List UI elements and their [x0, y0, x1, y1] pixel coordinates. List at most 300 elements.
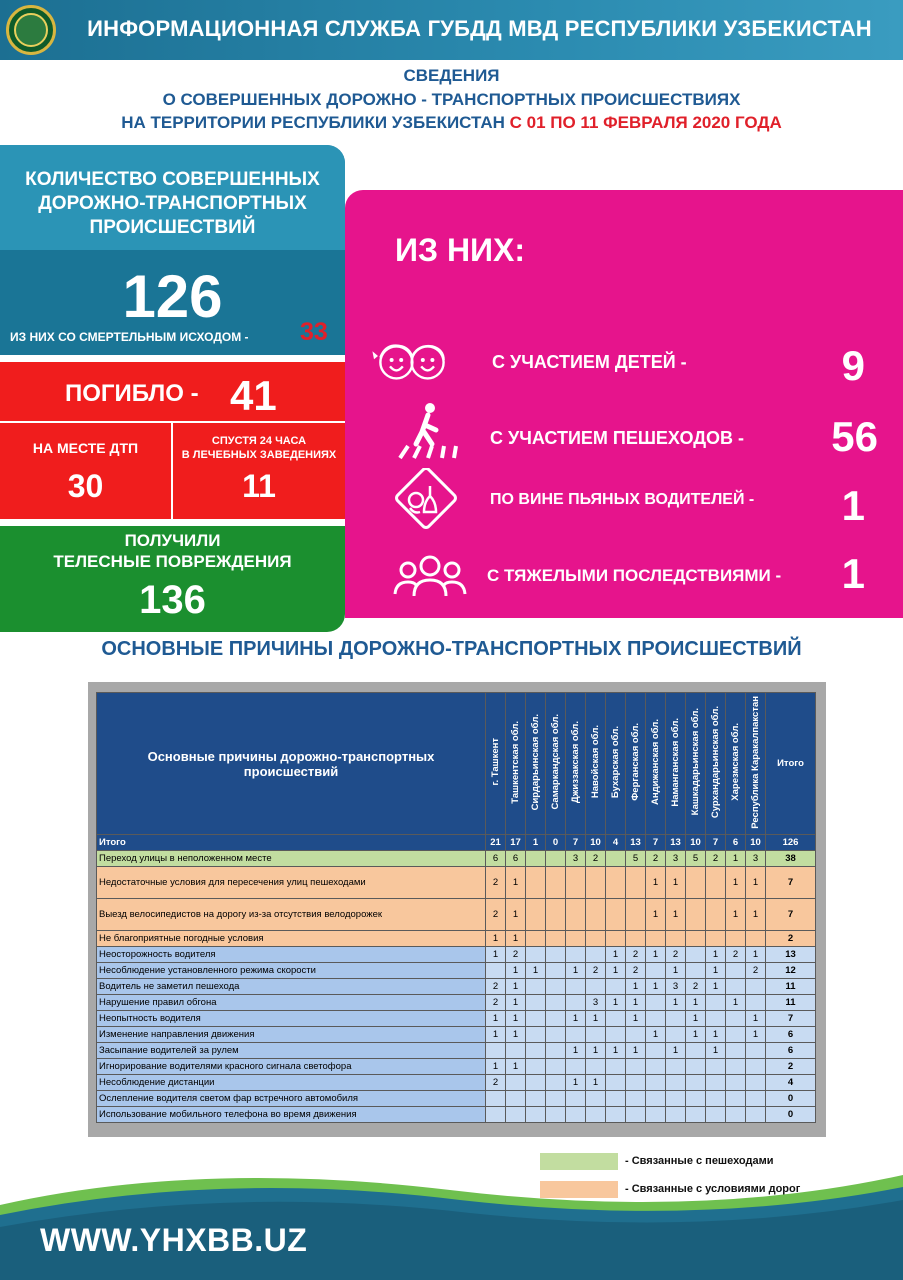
value-cell [726, 1075, 746, 1091]
value-cell [606, 1091, 626, 1107]
value-cell [726, 1043, 746, 1059]
injured-label-line-1: ПОЛУЧИЛИ [124, 531, 221, 550]
value-cell: 3 [666, 979, 686, 995]
value-cell: 2 [486, 867, 506, 899]
pedestrians-label: С УЧАСТИЕМ ПЕШЕХОДОВ - [490, 428, 745, 448]
value-cell: 1 [746, 1027, 766, 1043]
region-header [486, 693, 506, 835]
total-label-line-3: ПРОИСШЕСТВИЙ [89, 217, 256, 238]
value-cell [566, 995, 586, 1011]
totals-cell: 7 [566, 835, 586, 851]
value-cell: 2 [646, 851, 666, 867]
region-header [686, 693, 706, 835]
value-cell [526, 1043, 546, 1059]
value-cell [686, 899, 706, 931]
region-header [586, 693, 606, 835]
value-cell: 1 [486, 1059, 506, 1075]
causes-table [96, 692, 816, 1123]
value-cell: 1 [566, 1075, 586, 1091]
row-total-cell: 11 [766, 995, 816, 1011]
value-cell [566, 931, 586, 947]
value-cell [546, 979, 566, 995]
value-cell [506, 1091, 526, 1107]
children-value: 9 [841, 342, 865, 389]
value-cell [606, 931, 626, 947]
value-cell: 2 [506, 947, 526, 963]
region-header-label: Ташкентская обл. [510, 720, 521, 804]
value-cell [546, 851, 566, 867]
value-cell [546, 947, 566, 963]
value-cell [526, 1075, 546, 1091]
value-cell [526, 1011, 546, 1027]
value-cell [586, 947, 606, 963]
value-cell [566, 947, 586, 963]
value-cell [746, 979, 766, 995]
value-cell [706, 1075, 726, 1091]
value-cell: 1 [606, 947, 626, 963]
injured-label [0, 530, 345, 572]
region-header [646, 693, 666, 835]
on-site-value: 30 [67, 468, 104, 504]
value-cell [646, 963, 666, 979]
value-cell [526, 899, 546, 931]
value-cell: 1 [486, 1011, 506, 1027]
value-cell [526, 979, 546, 995]
value-cell: 1 [706, 979, 726, 995]
subtitle-line-1: СВЕДЕНИЯ [403, 66, 500, 85]
after-label-line-2: В ЛЕЧЕБНЫХ ЗАВЕДЕНИЯХ [181, 449, 337, 461]
injured-label-line-2: ТЕЛЕСНЫЕ ПОВРЕЖДЕНИЯ [53, 552, 292, 571]
injured-value: 136 [139, 578, 206, 622]
value-cell: 1 [666, 899, 686, 931]
table-row [97, 1091, 816, 1107]
value-cell [586, 899, 606, 931]
total-accidents-value: 126 [122, 263, 223, 330]
children-icon [370, 330, 450, 390]
value-cell [706, 1091, 726, 1107]
value-cell [486, 963, 506, 979]
region-header-label: Республика Каракалпакстан [750, 695, 761, 829]
drunk-driver-icon [388, 468, 468, 534]
value-cell: 1 [506, 1011, 526, 1027]
value-cell: 1 [486, 947, 506, 963]
region-header-label: Андижанская обл. [650, 719, 661, 805]
value-cell [506, 1075, 526, 1091]
value-cell: 1 [706, 1043, 726, 1059]
value-cell: 2 [746, 963, 766, 979]
value-cell [606, 1075, 626, 1091]
value-cell [546, 1059, 566, 1075]
value-cell: 1 [506, 995, 526, 1011]
value-cell [646, 1011, 666, 1027]
subtitle-line-2: О СОВЕРШЕННЫХ ДОРОЖНО - ТРАНСПОРТНЫХ ПРОИСШЕСТВИЯХ [162, 90, 741, 109]
table-row [97, 1027, 816, 1043]
value-cell [546, 1011, 566, 1027]
value-cell [626, 1107, 646, 1123]
table-row [97, 1043, 816, 1059]
totals-cell: 4 [606, 835, 626, 851]
table-row [97, 947, 816, 963]
value-cell: 5 [686, 851, 706, 867]
value-cell [646, 931, 666, 947]
table-body [97, 835, 816, 1123]
value-cell [626, 1027, 646, 1043]
value-cell: 1 [646, 979, 666, 995]
value-cell: 1 [506, 899, 526, 931]
totals-cell: 21 [486, 835, 506, 851]
value-cell [546, 1091, 566, 1107]
row-total-cell: 0 [766, 1107, 816, 1123]
value-cell [746, 1075, 766, 1091]
value-cell: 2 [686, 979, 706, 995]
value-cell: 1 [646, 1027, 666, 1043]
value-cell: 1 [626, 1043, 646, 1059]
value-cell: 1 [506, 963, 526, 979]
value-cell [726, 1011, 746, 1027]
value-cell: 2 [486, 995, 506, 1011]
value-cell: 1 [686, 1011, 706, 1027]
row-total-cell: 0 [766, 1091, 816, 1107]
value-cell [706, 1011, 726, 1027]
cause-cell: Несоблюдение установленного режима скорости [97, 963, 486, 979]
value-cell: 1 [746, 947, 766, 963]
row-total-cell: 6 [766, 1043, 816, 1059]
value-cell [626, 1059, 646, 1075]
value-cell [646, 1075, 666, 1091]
value-cell [606, 1107, 626, 1123]
people-group-icon [392, 545, 468, 605]
region-header-label: Кашкадарьинская обл. [690, 708, 701, 816]
table-row [97, 851, 816, 867]
value-cell [506, 1043, 526, 1059]
value-cell: 1 [706, 963, 726, 979]
totals-cell: 13 [626, 835, 646, 851]
value-cell: 3 [586, 995, 606, 1011]
table-row [97, 1011, 816, 1027]
region-header [626, 693, 646, 835]
value-cell: 2 [486, 899, 506, 931]
value-cell [486, 1107, 506, 1123]
value-cell [666, 1107, 686, 1123]
region-header [526, 693, 546, 835]
table-row [97, 979, 816, 995]
value-cell: 1 [566, 1011, 586, 1027]
region-header [746, 693, 766, 835]
value-cell: 1 [506, 867, 526, 899]
cause-cell: Изменение направления движения [97, 1027, 486, 1043]
row-total-cell: 12 [766, 963, 816, 979]
row-total-cell: 38 [766, 851, 816, 867]
value-cell [526, 1091, 546, 1107]
value-cell [586, 1107, 606, 1123]
value-cell [586, 931, 606, 947]
value-cell: 1 [586, 1043, 606, 1059]
value-cell [686, 1091, 706, 1107]
row-total-cell: 6 [766, 1027, 816, 1043]
value-cell [746, 1107, 766, 1123]
pedestrians-value: 56 [831, 413, 878, 460]
value-cell: 1 [666, 867, 686, 899]
value-cell [646, 995, 666, 1011]
value-cell: 2 [486, 1075, 506, 1091]
value-cell [566, 867, 586, 899]
value-cell: 1 [726, 899, 746, 931]
page-title: ИНФОРМАЦИОННАЯ СЛУЖБА ГУБДД МВД РЕСПУБЛИКИ УЗБЕКИСТАН [87, 16, 872, 41]
value-cell: 1 [626, 979, 646, 995]
value-cell: 1 [746, 867, 766, 899]
drunk-drivers-label: ПО ВИНЕ ПЬЯНЫХ ВОДИТЕЛЕЙ - [490, 491, 755, 508]
value-cell [686, 1107, 706, 1123]
row-total-cell: 7 [766, 1011, 816, 1027]
subtitle-region: НА ТЕРРИТОРИИ РЕСПУБЛИКИ УЗБЕКИСТАН [121, 113, 505, 132]
value-cell [506, 1107, 526, 1123]
website-url[interactable]: WWW.YHXBB.UZ [40, 1222, 308, 1258]
region-header-label: Сирдарьинская обл. [530, 713, 541, 811]
value-cell: 2 [486, 979, 506, 995]
value-cell [526, 947, 546, 963]
table-row [97, 899, 816, 931]
value-cell: 1 [506, 931, 526, 947]
cause-cell: Игнорирование водителями красного сигнала светофора [97, 1059, 486, 1075]
totals-cell: 6 [726, 835, 746, 851]
value-cell [706, 1107, 726, 1123]
value-cell [586, 1091, 606, 1107]
value-cell [666, 1091, 686, 1107]
value-cell: 2 [706, 851, 726, 867]
region-header-label: Харезмская обл. [730, 723, 741, 801]
total-column-header: Итого [766, 693, 816, 835]
value-cell [526, 995, 546, 1011]
value-cell [606, 979, 626, 995]
value-cell [526, 1107, 546, 1123]
cause-cell: Выезд велосипедистов на дорогу из-за отсутствия велодорожек [97, 899, 486, 931]
value-cell [626, 1075, 646, 1091]
totals-row [97, 835, 816, 851]
value-cell [726, 931, 746, 947]
value-cell [526, 1027, 546, 1043]
value-cell [706, 899, 726, 931]
value-cell: 5 [626, 851, 646, 867]
value-cell: 1 [526, 963, 546, 979]
value-cell: 2 [726, 947, 746, 963]
value-cell: 1 [586, 1075, 606, 1091]
value-cell [526, 851, 546, 867]
value-cell: 1 [606, 1043, 626, 1059]
value-cell: 1 [506, 1059, 526, 1075]
value-cell: 1 [486, 931, 506, 947]
value-cell [566, 1107, 586, 1123]
value-cell [606, 867, 626, 899]
children-label: С УЧАСТИЕМ ДЕТЕЙ - [492, 352, 687, 372]
value-cell [726, 963, 746, 979]
of-them-heading: ИЗ НИХ: [395, 232, 526, 268]
value-cell: 1 [706, 1027, 726, 1043]
value-cell [726, 1027, 746, 1043]
region-header [506, 693, 526, 835]
value-cell [546, 931, 566, 947]
totals-cell: 13 [666, 835, 686, 851]
value-cell [626, 931, 646, 947]
totals-cell: 10 [586, 835, 606, 851]
table-row [97, 1059, 816, 1075]
value-cell [646, 1043, 666, 1059]
table-row [97, 963, 816, 979]
value-cell [726, 1107, 746, 1123]
fatal-label: ИЗ НИХ СО СМЕРТЕЛЬНЫМ ИСХОДОМ - [10, 330, 249, 344]
value-cell [606, 1011, 626, 1027]
value-cell: 1 [606, 995, 626, 1011]
value-cell: 1 [726, 995, 746, 1011]
causes-title: ОСНОВНЫЕ ПРИЧИНЫ ДОРОЖНО-ТРАНСПОРТНЫХ ПРОИСШЕСТВИЙ [101, 638, 802, 660]
cause-cell: Неосторожность водителя [97, 947, 486, 963]
legend-roads: - Связанные с условиями дорог [625, 1183, 801, 1195]
value-cell [606, 899, 626, 931]
value-cell [666, 931, 686, 947]
value-cell [666, 1027, 686, 1043]
table-row [97, 1075, 816, 1091]
total-accidents-label [0, 168, 345, 240]
row-total-cell: 2 [766, 931, 816, 947]
value-cell [646, 1107, 666, 1123]
cause-cell: Засыпание водителей за рулем [97, 1043, 486, 1059]
value-cell [546, 995, 566, 1011]
value-cell [686, 963, 706, 979]
cause-cell: Несоблюдение дистанции [97, 1075, 486, 1091]
region-header-label: Самаркандская обл. [550, 714, 561, 810]
region-header-label: Ферганская обл. [630, 723, 641, 801]
region-header [666, 693, 686, 835]
value-cell [546, 1107, 566, 1123]
value-cell [586, 867, 606, 899]
value-cell [646, 1091, 666, 1107]
after-24h-label [173, 434, 345, 462]
totals-cell: 7 [706, 835, 726, 851]
cause-cell: Неопытность водителя [97, 1011, 486, 1027]
value-cell: 3 [566, 851, 586, 867]
value-cell: 1 [646, 947, 666, 963]
cause-column-header: Основные причины дорожно-транспортных происшествий [97, 693, 486, 835]
value-cell: 1 [506, 1027, 526, 1043]
table-row [97, 1107, 816, 1123]
totals-cell: 7 [646, 835, 666, 851]
value-cell: 1 [746, 899, 766, 931]
row-total-cell: 2 [766, 1059, 816, 1075]
value-cell [746, 1043, 766, 1059]
cause-cell: Не благоприятные погодные условия [97, 931, 486, 947]
value-cell: 2 [626, 947, 646, 963]
value-cell [606, 1059, 626, 1075]
value-cell [686, 947, 706, 963]
value-cell [726, 979, 746, 995]
row-total-cell: 11 [766, 979, 816, 995]
value-cell [606, 851, 626, 867]
subtitle-period: С 01 ПО 11 ФЕВРАЛЯ 2020 ГОДА [509, 113, 782, 132]
cause-cell: Ослепление водителя светом фар встречного автомобиля [97, 1091, 486, 1107]
value-cell [526, 867, 546, 899]
value-cell [746, 931, 766, 947]
drunk-drivers-value: 1 [841, 482, 865, 529]
value-cell: 2 [586, 963, 606, 979]
value-cell [686, 867, 706, 899]
killed-label: ПОГИБЛО - [65, 380, 199, 407]
pedestrian-icon [392, 400, 462, 460]
value-cell: 1 [706, 947, 726, 963]
value-cell [546, 867, 566, 899]
value-cell: 1 [686, 1027, 706, 1043]
region-header-label: Сурхандарьинская обл. [710, 705, 721, 819]
severe-consequences-value: 1 [841, 550, 865, 597]
total-label-line-2: ДОРОЖНО-ТРАНСПОРТНЫХ [38, 193, 307, 214]
totals-cell: 10 [746, 835, 766, 851]
value-cell: 1 [506, 979, 526, 995]
value-cell [486, 1043, 506, 1059]
totals-cell: 17 [506, 835, 526, 851]
value-cell [726, 1091, 746, 1107]
value-cell [486, 1091, 506, 1107]
totals-row-label: Итого [97, 835, 486, 851]
value-cell [666, 1011, 686, 1027]
region-header-label: Навойская обл. [590, 725, 601, 799]
cause-cell: Водитель не заметил пешехода [97, 979, 486, 995]
value-cell [566, 1027, 586, 1043]
severe-consequences-label: С ТЯЖЕЛЫМИ ПОСЛЕДСТВИЯМИ - [487, 566, 782, 585]
value-cell [746, 1091, 766, 1107]
value-cell [706, 867, 726, 899]
value-cell: 1 [566, 1043, 586, 1059]
value-cell [706, 1059, 726, 1075]
value-cell [746, 1059, 766, 1075]
value-cell [566, 1059, 586, 1075]
value-cell: 1 [646, 867, 666, 899]
region-header [726, 693, 746, 835]
value-cell: 1 [566, 963, 586, 979]
value-cell: 1 [666, 1043, 686, 1059]
fatal-value: 33 [300, 318, 328, 346]
emblem-car-icon [14, 13, 48, 47]
table-row [97, 931, 816, 947]
value-cell [726, 1059, 746, 1075]
value-cell: 1 [626, 1011, 646, 1027]
value-cell [646, 1059, 666, 1075]
value-cell [606, 1027, 626, 1043]
value-cell [686, 1075, 706, 1091]
totals-cell: 0 [546, 835, 566, 851]
value-cell [546, 963, 566, 979]
value-cell [626, 1091, 646, 1107]
value-cell: 3 [746, 851, 766, 867]
region-header-label: Джиззакская обл. [570, 720, 581, 804]
value-cell: 1 [646, 899, 666, 931]
value-cell [546, 1075, 566, 1091]
value-cell: 2 [666, 947, 686, 963]
value-cell: 2 [586, 851, 606, 867]
region-header [566, 693, 586, 835]
value-cell: 2 [626, 963, 646, 979]
value-cell: 1 [666, 995, 686, 1011]
value-cell [526, 1059, 546, 1075]
value-cell: 6 [506, 851, 526, 867]
cause-cell: Недостаточные условия для пересечения улиц пешеходами [97, 867, 486, 899]
value-cell [626, 867, 646, 899]
value-cell [686, 1059, 706, 1075]
subtitle-line-3 [0, 113, 903, 133]
totals-cell: 1 [526, 835, 546, 851]
after-24h-value: 11 [242, 468, 276, 504]
value-cell [666, 1059, 686, 1075]
value-cell: 1 [666, 963, 686, 979]
region-header [706, 693, 726, 835]
cause-cell: Нарушение правил обгона [97, 995, 486, 1011]
